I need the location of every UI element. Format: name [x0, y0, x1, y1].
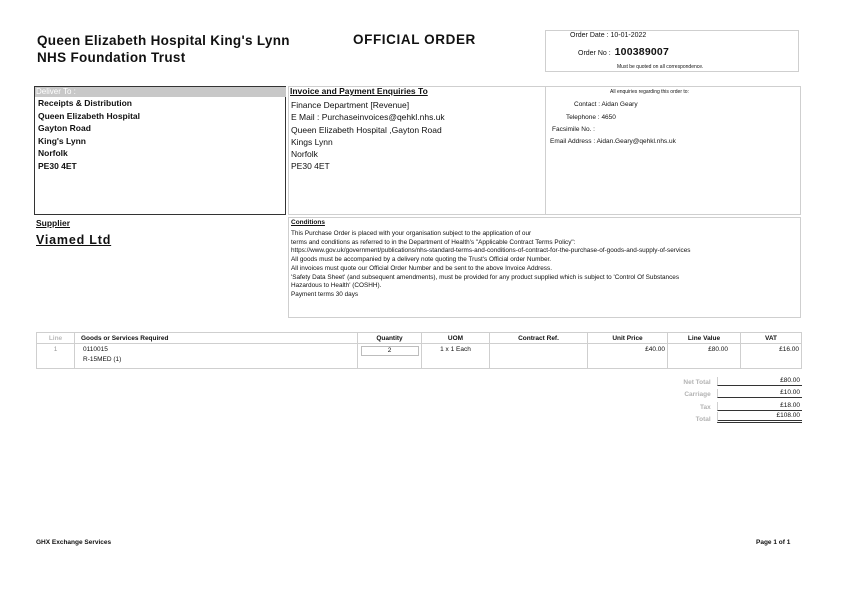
- order-date-label: Order Date :: [570, 32, 611, 39]
- order-number-value: 100389007: [614, 46, 669, 58]
- table-row: [37, 344, 802, 369]
- col-vat: VAT: [741, 333, 802, 344]
- contact-label: Contact :: [574, 101, 601, 108]
- net-total-row: [650, 374, 802, 386]
- col-contract: Contract Ref.: [490, 333, 588, 344]
- telephone-label: Telephone :: [566, 114, 600, 121]
- net-total-value: £80.00: [717, 377, 802, 386]
- email-label: Email Address :: [550, 138, 596, 145]
- cell-goods: [75, 344, 358, 369]
- order-number-label: Order No :: [578, 50, 613, 57]
- col-line-value: Line Value: [668, 333, 741, 344]
- order-date: [570, 32, 646, 39]
- item-description: R-15MED (1): [83, 356, 122, 363]
- condition-line: Payment terms 30 days: [291, 290, 359, 298]
- condition-line: All goods must be accompanied by a delivery note quoting the Trust's Official order Number.: [291, 256, 552, 264]
- conditions-text: [291, 230, 799, 300]
- order-number: [578, 46, 669, 58]
- deliver-line: Queen Elizabeth Hospital: [38, 110, 141, 121]
- grand-total-label: Total: [695, 415, 711, 423]
- cell-uom: 1 x 1 Each: [422, 344, 490, 369]
- trust-name: Queen Elizabeth Hospital King's Lynn NHS Foundation Trust: [37, 33, 290, 65]
- condition-line: This Purchase Order is placed with your organisation subject to the application of our: [291, 230, 532, 237]
- email-value[interactable]: Aidan.Geary@qehkl.nhs.uk: [596, 138, 676, 145]
- invoice-line: Norfolk: [291, 149, 318, 160]
- condition-line: 'Safety Data Sheet' (and subsequent amendments), must be provided for any product supplied which is subject to 'Control Of Substances: [291, 273, 680, 281]
- enquiries-note: All enquiries regarding this order to:: [610, 89, 689, 95]
- grand-total-row: [650, 411, 802, 423]
- order-quote-note: Must be quoted on all correspondence.: [617, 64, 704, 70]
- deliver-line: PE30 4ET: [38, 160, 77, 171]
- telephone-row: [566, 114, 616, 121]
- carriage-value: £10.00: [717, 389, 802, 398]
- deliver-address: [38, 97, 140, 172]
- cell-contract: [490, 344, 588, 369]
- contact-value: Aidan Geary: [601, 101, 638, 108]
- invoice-line: Kings Lynn: [291, 136, 333, 147]
- carriage-row: [650, 386, 802, 398]
- supplier-name: Viamed Ltd: [36, 233, 112, 247]
- facsimile-row: [552, 126, 595, 133]
- table-header-row: [37, 333, 802, 344]
- order-date-value: 10-01-2022: [610, 32, 647, 39]
- cell-line: 1: [37, 344, 75, 369]
- invoice-address: [291, 99, 445, 173]
- condition-line: terms and conditions as referred to in the Department of Health's "Applicable Contract Terms Policy":: [291, 238, 576, 246]
- contact-row: [574, 101, 638, 108]
- cell-quantity: [358, 344, 422, 369]
- condition-line: Hazardous to Health' (COSHH).: [291, 282, 382, 290]
- footer-provider: GHX Exchange Services: [36, 539, 112, 546]
- cell-unit-price: £40.00: [588, 344, 668, 369]
- col-uom: UOM: [422, 333, 490, 344]
- document-title: OFFICIAL ORDER: [353, 32, 476, 47]
- invoice-line: Finance Department [Revenue]: [291, 100, 410, 110]
- carriage-label: Carriage: [684, 391, 711, 399]
- col-quantity: Quantity: [358, 333, 422, 344]
- deliver-line: Norfolk: [38, 148, 68, 158]
- tax-value: £18.00: [717, 402, 802, 411]
- col-line: Line: [37, 333, 75, 344]
- col-goods: Goods or Services Required: [75, 333, 358, 344]
- supplier-heading: Supplier: [36, 218, 71, 228]
- totals-block: [650, 374, 802, 423]
- invoice-line: Queen Elizabeth Hospital ,Gayton Road: [291, 124, 442, 135]
- grand-total-value: £108.00: [717, 412, 802, 423]
- cell-vat: £16.00: [741, 344, 802, 369]
- net-total-label: Net Total: [683, 379, 711, 387]
- deliver-to-heading: Deliver To :: [35, 87, 286, 97]
- deliver-line: Gayton Road: [38, 123, 91, 133]
- facsimile-label: Facsimile No. :: [552, 126, 595, 133]
- tax-label: Tax: [700, 403, 711, 411]
- deliver-line: Receipts & Distribution: [38, 98, 132, 108]
- conditions-heading: Conditions: [291, 219, 325, 226]
- order-items-table: [36, 332, 802, 369]
- telephone-value: 4650: [601, 114, 616, 121]
- item-code: 0110015: [83, 346, 108, 353]
- condition-link[interactable]: https://www.gov.uk/government/publications/nhs-standard-terms-and-conditions-of-contract-for-the-purchase-of-goods-and-supply-of-services: [291, 247, 691, 255]
- page-number: Page 1 of 1: [756, 539, 791, 546]
- col-unit-price: Unit Price: [588, 333, 668, 344]
- deliver-line: King's Lynn: [38, 135, 86, 146]
- tax-row: [650, 398, 802, 410]
- invoice-line: E Mail : Purchaseinvoices@qehkl.nhs.uk: [291, 112, 445, 123]
- invoice-line: PE30 4ET: [291, 161, 330, 172]
- invoice-heading: Invoice and Payment Enquiries To: [290, 86, 428, 96]
- quantity-value: 2: [361, 346, 419, 356]
- cell-line-value: £80.00: [668, 344, 741, 369]
- email-row: [550, 138, 676, 145]
- condition-line: All invoices must quote our Official Order Number and be sent to the above Invoice Address.: [291, 264, 552, 272]
